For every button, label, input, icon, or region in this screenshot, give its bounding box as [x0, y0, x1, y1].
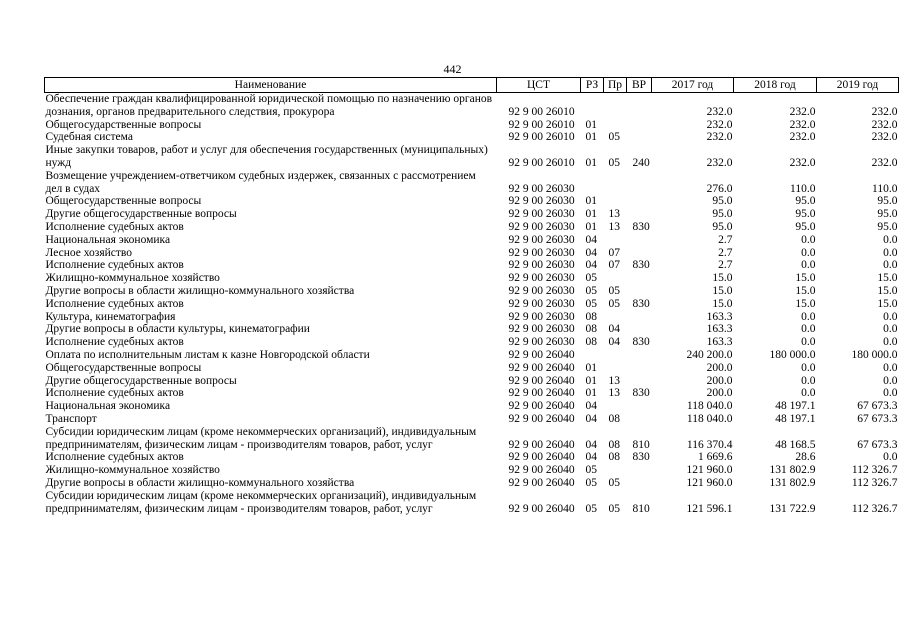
row-2017: 121 960.0: [686, 476, 733, 489]
row-2018: 95.0: [795, 195, 816, 208]
row-rz: 05: [585, 476, 597, 489]
row-2017: 276.0: [706, 182, 733, 195]
row-vr: [627, 285, 652, 298]
row-rz: 01: [585, 387, 597, 400]
table-row: [45, 349, 899, 362]
row-name: Другие общегосударственные вопросы: [45, 208, 237, 221]
row-pr: 05: [608, 502, 620, 515]
row-vr: [627, 400, 652, 413]
row-2018: 0.0: [801, 323, 816, 336]
row-2019: 180 000.0: [851, 348, 898, 361]
row-vr: 810: [632, 502, 650, 515]
row-2017: 95.0: [712, 208, 733, 221]
row-vr: [627, 362, 652, 375]
row-name: Общегосударственные вопросы: [45, 361, 202, 374]
table-row: [45, 362, 899, 375]
row-vr: 810: [632, 438, 650, 451]
row-2018: 48 168.5: [775, 438, 816, 451]
table-row: [45, 464, 899, 477]
row-vr: 830: [632, 259, 650, 272]
row-2018: 232.0: [789, 131, 816, 144]
row-2019: 0.0: [883, 361, 898, 374]
row-2018: 95.0: [795, 220, 816, 233]
row-2018: 0.0: [801, 233, 816, 246]
table-row: [45, 234, 899, 247]
row-name: Исполнение судебных актов: [45, 297, 184, 310]
row-2019: 110.0: [872, 182, 898, 195]
header-vr: ВР: [627, 78, 652, 93]
row-vr: 830: [632, 336, 650, 349]
row-2018: 28.6: [795, 451, 816, 464]
row-2017: 116 370.4: [686, 438, 733, 451]
table-row: [45, 426, 899, 452]
row-2017: 232.0: [706, 131, 733, 144]
row-2017: 1 669.6: [698, 451, 733, 464]
row-2017: 240 200.0: [686, 348, 733, 361]
table-row: [45, 451, 899, 464]
row-rz: 04: [585, 233, 597, 246]
table-row: [45, 247, 899, 260]
row-pr: [604, 349, 627, 362]
row-2018: 0.0: [801, 387, 816, 400]
row-cst: 92 9 00 26030: [508, 220, 575, 233]
row-rz: 05: [585, 297, 597, 310]
page-number: 442: [443, 62, 462, 76]
row-2017: 95.0: [712, 195, 733, 208]
row-cst: 92 9 00 26040: [508, 412, 575, 425]
table-row: [45, 285, 899, 298]
row-rz: 04: [585, 259, 597, 272]
row-rz: 08: [585, 310, 597, 323]
row-2019: 112 326.7: [851, 502, 898, 515]
row-name: Исполнение судебных актов: [45, 259, 184, 272]
row-2019: 0.0: [883, 233, 898, 246]
row-2018: 180 000.0: [769, 348, 816, 361]
row-cst: 92 9 00 26030: [508, 336, 575, 349]
row-pr: [604, 170, 627, 196]
row-cst: 92 9 00 26040: [508, 361, 575, 374]
row-name: Лесное хозяйство: [45, 246, 133, 259]
row-2019: 0.0: [883, 387, 898, 400]
row-2019: 0.0: [883, 323, 898, 336]
row-2017: 2.7: [718, 259, 733, 272]
row-cst: 92 9 00 26040: [508, 464, 575, 477]
row-vr: [627, 131, 652, 144]
row-2018: 95.0: [795, 208, 816, 221]
row-rz: 01: [585, 220, 597, 233]
row-name: Исполнение судебных актов: [45, 387, 184, 400]
row-rz: 04: [585, 246, 597, 259]
row-pr: 13: [608, 387, 620, 400]
row-pr: [604, 93, 627, 119]
row-2019: 232.0: [871, 105, 898, 118]
row-2017: 163.3: [706, 310, 733, 323]
row-rz: 01: [585, 156, 597, 169]
row-2018: 232.0: [789, 118, 816, 131]
row-2019: 0.0: [883, 336, 898, 349]
table-row: [45, 311, 899, 324]
row-2017: 200.0: [706, 361, 733, 374]
row-pr: [604, 464, 627, 477]
row-vr: [627, 349, 652, 362]
row-rz: 01: [585, 131, 597, 144]
row-name: Возмещение учреждением-ответчиком судебных издержек, связанных с рассмотрением дел в судах: [45, 169, 476, 195]
row-cst: 92 9 00 26010: [508, 118, 575, 131]
row-rz: [581, 93, 604, 119]
row-cst: 92 9 00 26040: [508, 387, 575, 400]
row-2018: 0.0: [801, 259, 816, 272]
row-2017: 163.3: [706, 323, 733, 336]
row-2017: 15.0: [712, 272, 733, 285]
header-pr: Пр: [604, 78, 627, 93]
row-2018: 48 197.1: [775, 412, 816, 425]
table-row: [45, 259, 899, 272]
table-row: [45, 400, 899, 413]
row-pr: 13: [608, 374, 620, 387]
row-name: Национальная экономика: [45, 233, 171, 246]
row-cst: 92 9 00 26040: [508, 451, 575, 464]
row-vr: [627, 208, 652, 221]
row-2018: 0.0: [801, 310, 816, 323]
row-2017: 232.0: [706, 156, 733, 169]
row-2018: 131 802.9: [769, 476, 816, 489]
table-row: [45, 208, 899, 221]
table-row: [45, 490, 899, 516]
row-cst: 92 9 00 26030: [508, 208, 575, 221]
row-cst: 92 9 00 26030: [508, 246, 575, 259]
row-2019: 232.0: [871, 131, 898, 144]
row-pr: [604, 119, 627, 132]
row-pr: 05: [608, 297, 620, 310]
row-2017: 163.3: [706, 336, 733, 349]
row-pr: 08: [608, 451, 620, 464]
row-name: Исполнение судебных актов: [45, 220, 184, 233]
row-rz: 04: [585, 438, 597, 451]
row-2018: 15.0: [795, 284, 816, 297]
row-2017: 121 596.1: [686, 502, 733, 515]
row-pr: [604, 234, 627, 247]
row-2017: 121 960.0: [686, 464, 733, 477]
row-cst: 92 9 00 26010: [508, 105, 575, 118]
row-2018: 48 197.1: [775, 400, 816, 413]
row-2019: 232.0: [871, 118, 898, 131]
header-name: Наименование: [45, 78, 497, 93]
row-2017: 2.7: [718, 233, 733, 246]
table-header-row: [45, 78, 899, 93]
row-2018: 232.0: [789, 156, 816, 169]
row-name: Транспорт: [45, 412, 97, 425]
row-pr: 05: [608, 131, 620, 144]
row-2018: 0.0: [801, 246, 816, 259]
row-2019: 95.0: [877, 208, 898, 221]
row-2019: 0.0: [883, 451, 898, 464]
header-2018: 2018 год: [734, 78, 817, 93]
table-row: [45, 336, 899, 349]
table-row: [45, 221, 899, 234]
row-2019: 112 326.7: [851, 476, 898, 489]
row-pr: [604, 195, 627, 208]
table-row: [45, 272, 899, 285]
row-name: Исполнение судебных актов: [45, 451, 184, 464]
row-2019: 0.0: [883, 246, 898, 259]
row-cst: 92 9 00 26030: [508, 195, 575, 208]
row-pr: [604, 272, 627, 285]
row-name: Жилищно-коммунальное хозяйство: [45, 272, 220, 285]
row-cst: 92 9 00 26030: [508, 259, 575, 272]
table-row: [45, 298, 899, 311]
row-vr: [627, 375, 652, 388]
row-cst: 92 9 00 26030: [508, 284, 575, 297]
row-name: Жилищно-коммунальное хозяйство: [45, 464, 220, 477]
table-row: [45, 375, 899, 388]
row-2018: 131 802.9: [769, 464, 816, 477]
row-pr: [604, 362, 627, 375]
row-rz: 01: [585, 374, 597, 387]
row-cst: 92 9 00 26040: [508, 438, 575, 451]
row-vr: 830: [632, 220, 650, 233]
row-2019: 15.0: [877, 284, 898, 297]
row-2017: 95.0: [712, 220, 733, 233]
row-2019: 232.0: [871, 156, 898, 169]
row-2017: 15.0: [712, 297, 733, 310]
row-cst: 92 9 00 26040: [508, 502, 575, 515]
row-rz: 01: [585, 195, 597, 208]
header-2017: 2017 год: [652, 78, 734, 93]
row-name: Субсидии юридическим лицам (кроме некоммерческих организаций), индивидуальным предпринимателям, физическим лицам - производителям товаров, работ, услуг: [45, 425, 477, 451]
row-pr: 05: [608, 156, 620, 169]
row-cst: 92 9 00 26040: [508, 400, 575, 413]
row-2019: 15.0: [877, 272, 898, 285]
row-vr: [627, 464, 652, 477]
row-rz: 05: [585, 464, 597, 477]
row-pr: 07: [608, 246, 620, 259]
row-pr: [604, 400, 627, 413]
row-2019: 15.0: [877, 297, 898, 310]
row-vr: [627, 311, 652, 324]
row-name: Другие общегосударственные вопросы: [45, 374, 237, 387]
row-cst: 92 9 00 26040: [508, 476, 575, 489]
row-2018: 131 722.9: [769, 502, 816, 515]
row-cst: 92 9 00 26030: [508, 310, 575, 323]
row-name: Другие вопросы в области культуры, кинематографии: [45, 323, 310, 336]
header-rz: РЗ: [581, 78, 604, 93]
row-vr: 830: [632, 297, 650, 310]
row-pr: 04: [608, 323, 620, 336]
row-pr: 04: [608, 336, 620, 349]
row-pr: 08: [608, 438, 620, 451]
row-name: Другие вопросы в области жилищно-коммунального хозяйства: [45, 476, 355, 489]
row-vr: [627, 272, 652, 285]
row-cst: 92 9 00 26030: [508, 182, 575, 195]
row-name: Оплата по исполнительным листам к казне Новгородской области: [45, 348, 370, 361]
row-cst: 92 9 00 26010: [508, 156, 575, 169]
row-vr: [627, 323, 652, 336]
header-cst: ЦСТ: [497, 78, 581, 93]
row-rz: 01: [585, 208, 597, 221]
row-cst: 92 9 00 26030: [508, 272, 575, 285]
row-name: Субсидии юридическим лицам (кроме некоммерческих организаций), индивидуальным предпринимателям, физическим лицам - производителям товаров, работ, услуг: [45, 489, 477, 515]
row-cst: 92 9 00 26030: [508, 233, 575, 246]
row-pr: 08: [608, 412, 620, 425]
table-row: [45, 387, 899, 400]
row-rz: 05: [585, 502, 597, 515]
row-2019: 67 673.3: [857, 400, 898, 413]
row-2019: 67 673.3: [857, 438, 898, 451]
row-rz: 08: [585, 336, 597, 349]
row-2019: 95.0: [877, 220, 898, 233]
row-rz: 05: [585, 272, 597, 285]
row-pr: 05: [608, 476, 620, 489]
row-cst: 92 9 00 26040: [508, 348, 575, 361]
row-2018: 15.0: [795, 297, 816, 310]
row-2019: 67 673.3: [857, 412, 898, 425]
row-2018: 110.0: [790, 182, 816, 195]
row-name: Культура, кинематография: [45, 310, 176, 323]
row-pr: 07: [608, 259, 620, 272]
row-rz: 05: [585, 284, 597, 297]
budget-table: [44, 77, 899, 515]
table-row: [45, 170, 899, 196]
row-rz: [581, 349, 604, 362]
header-2019: 2019 год: [817, 78, 899, 93]
row-2017: 118 040.0: [686, 400, 733, 413]
table-row: [45, 323, 899, 336]
row-pr: 13: [608, 220, 620, 233]
row-2018: 232.0: [789, 105, 816, 118]
row-rz: 01: [585, 361, 597, 374]
row-2017: 2.7: [718, 246, 733, 259]
row-vr: 830: [632, 451, 650, 464]
row-vr: [627, 247, 652, 260]
row-name: Обеспечение граждан квалифицированной юридической помощью по назначению органов дознания, органов предварительного следствия, прокурора: [45, 93, 493, 118]
row-vr: 830: [632, 387, 650, 400]
row-cst: 92 9 00 26030: [508, 297, 575, 310]
row-pr: 13: [608, 208, 620, 221]
row-vr: [627, 234, 652, 247]
table-row: [45, 195, 899, 208]
table-row: [45, 119, 899, 132]
table-row: [45, 93, 899, 119]
row-2018: 0.0: [801, 361, 816, 374]
row-2018: 0.0: [801, 336, 816, 349]
row-2018: 15.0: [795, 272, 816, 285]
row-2017: 118 040.0: [686, 412, 733, 425]
row-name: Судебная система: [45, 131, 133, 144]
row-vr: [627, 93, 652, 119]
row-2019: 0.0: [883, 374, 898, 387]
row-2019: 112 326.7: [851, 464, 898, 477]
row-name: Другие вопросы в области жилищно-коммунального хозяйства: [45, 284, 355, 297]
row-pr: 05: [608, 284, 620, 297]
row-name: Общегосударственные вопросы: [45, 118, 202, 131]
row-cst: 92 9 00 26010: [508, 131, 575, 144]
row-2019: 95.0: [877, 195, 898, 208]
row-cst: 92 9 00 26030: [508, 323, 575, 336]
row-vr: 240: [632, 156, 650, 169]
row-2017: 232.0: [706, 105, 733, 118]
row-2017: 200.0: [706, 374, 733, 387]
row-name: Иные закупки товаров, работ и услуг для обеспечения государственных (муниципальных) нужд: [45, 144, 488, 169]
row-2017: 15.0: [712, 284, 733, 297]
row-name: Национальная экономика: [45, 400, 171, 413]
row-rz: 04: [585, 412, 597, 425]
table-row: [45, 131, 899, 144]
row-rz: 04: [585, 400, 597, 413]
row-name: Общегосударственные вопросы: [45, 195, 202, 208]
row-name: Исполнение судебных актов: [45, 336, 184, 349]
row-rz: 08: [585, 323, 597, 336]
row-rz: 04: [585, 451, 597, 464]
row-vr: [627, 195, 652, 208]
row-2017: 232.0: [706, 118, 733, 131]
row-2018: 0.0: [801, 374, 816, 387]
table-row: [45, 413, 899, 426]
table-row: [45, 477, 899, 490]
row-2019: 0.0: [883, 259, 898, 272]
row-vr: [627, 119, 652, 132]
row-rz: 01: [585, 118, 597, 131]
row-2017: 200.0: [706, 387, 733, 400]
row-rz: [581, 170, 604, 196]
row-pr: [604, 311, 627, 324]
row-vr: [627, 170, 652, 196]
row-vr: [627, 413, 652, 426]
row-2019: 0.0: [883, 310, 898, 323]
row-vr: [627, 477, 652, 490]
row-cst: 92 9 00 26040: [508, 374, 575, 387]
table-row: [45, 144, 899, 170]
